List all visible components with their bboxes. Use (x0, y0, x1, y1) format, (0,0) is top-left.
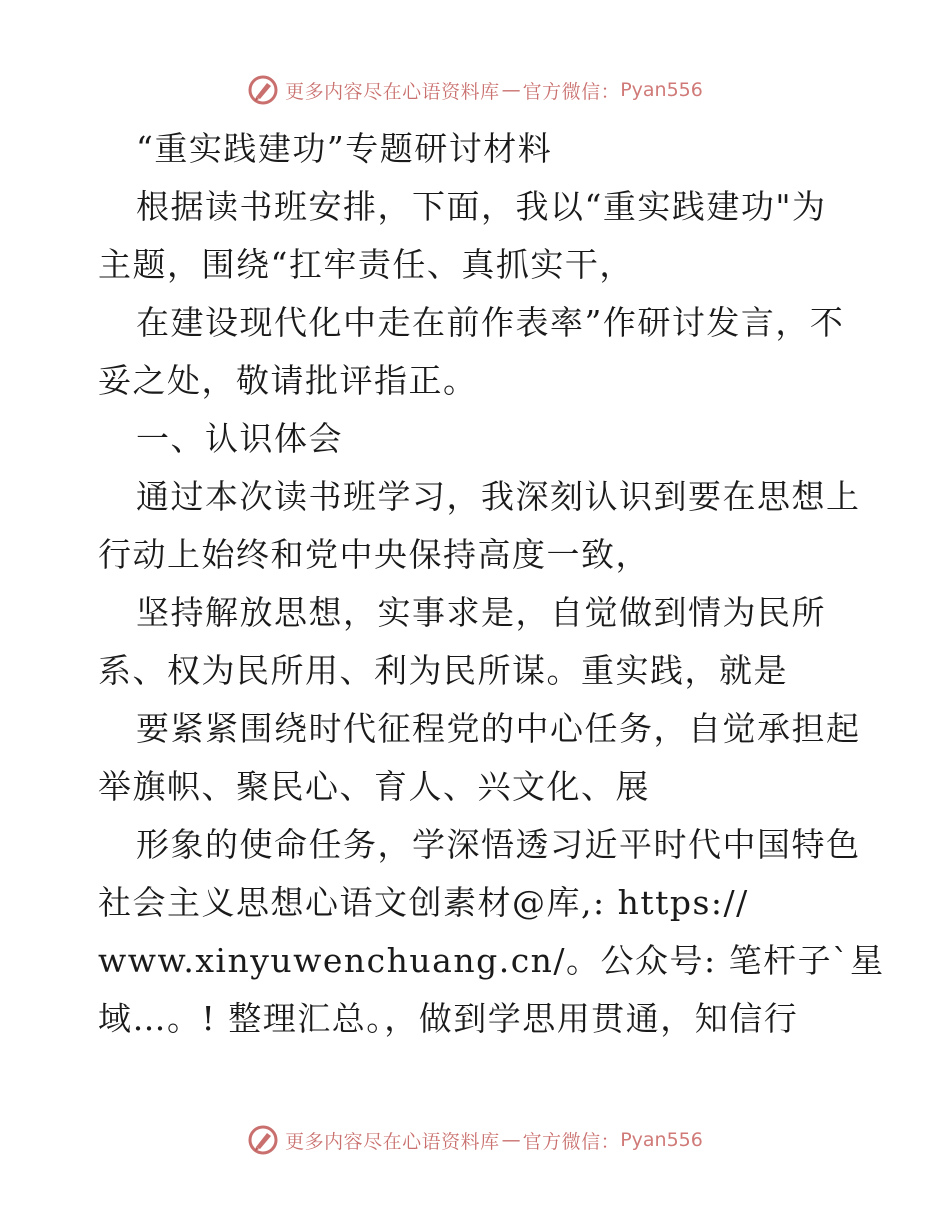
paragraph-line: 社会主义思想心语文创素材@库,: https:// (98, 883, 749, 922)
watermark-separator: — (501, 79, 521, 101)
paragraph-line: 行动上始终和党中央保持高度一致， (98, 535, 650, 574)
watermark-handle: Pyan556 (620, 79, 703, 101)
paragraph-line: 系、权为民所用、利为民所谋。重实践，就是 (98, 651, 788, 690)
paragraph-line: 通过本次读书班学习，我深刻认识到要在思想上 (136, 477, 861, 516)
paragraph-line: 要紧紧围绕时代征程党的中心任务，自觉承担起 (136, 709, 861, 748)
header-watermark (0, 70, 950, 110)
pen-circle-logo-icon (247, 1124, 279, 1156)
section-heading: 一、认识体会 (136, 419, 343, 458)
paragraph-line: 根据读书班安排，下面，我以“重实践建功"为 (136, 187, 827, 226)
watermark-label: 官方微信： (522, 80, 621, 103)
watermark-text: 更多内容尽在心语资料库 (285, 1130, 500, 1153)
paragraph-line: 妥之处，敬请批评指正。 (98, 361, 478, 400)
document-title: “重实践建功”专题研讨材料 (136, 129, 553, 168)
paragraph-line: 举旗帜、聚民心、育人、兴文化、展 (98, 767, 650, 806)
paragraph-line: 坚持解放思想，实事求是，自觉做到情为民所 (136, 593, 826, 632)
pen-circle-logo-icon (247, 74, 279, 106)
paragraph-line: 在建设现代化中走在前作表率”作研讨发言，不 (136, 303, 845, 342)
watermark-handle: Pyan556 (620, 1129, 703, 1151)
document-body (98, 120, 898, 1048)
watermark-separator: — (501, 1129, 521, 1151)
paragraph-line: 域…。! 整理汇总。，做到学思用贯通，知信行 (98, 999, 799, 1038)
watermark-label: 官方微信： (522, 1130, 621, 1153)
paragraph-line: 主题，围绕“扛牢责任、真抓实干， (98, 245, 634, 284)
watermark-text: 更多内容尽在心语资料库 (285, 80, 500, 103)
footer-watermark (0, 1120, 950, 1160)
paragraph-line: 形象的使命任务，学深悟透习近平时代中国特色 (136, 825, 861, 864)
paragraph-line: www.xinyuwenchuang.cn/。公众号: 笔杆子`星 (98, 941, 885, 980)
